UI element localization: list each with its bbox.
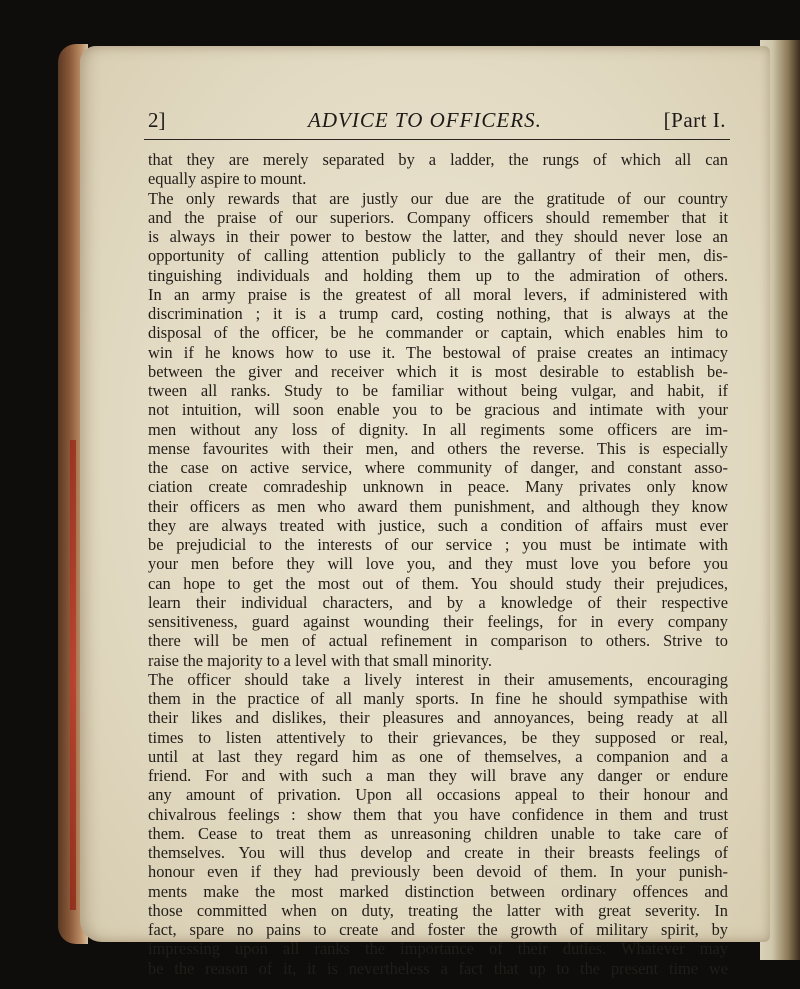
text-line: chivalrous feelings : show them that you have confidence in them and trust	[148, 804, 728, 824]
text-line: times to listen attentively to their grievances, be they supposed or real,	[148, 727, 728, 747]
text-line: discrimination ; it is a trump card, costing nothing, that is always at the	[148, 304, 728, 323]
text-line: can hope to get the most out of them. You should study their prejudices,	[148, 573, 728, 593]
part-label: [Part I.	[663, 108, 726, 132]
text-line: any amount of privation. Upon all occasions appeal to their honour and	[148, 785, 728, 805]
text-line: friend. For and with such a man they will brave any danger or endure	[148, 766, 728, 785]
text-line: their likes and dislikes, their pleasures and annoyances, being ready at all	[148, 708, 728, 728]
text-line: The officer should take a lively interest in their amusements, encouraging	[148, 669, 728, 689]
text-line: disposal of the officer, be he commander or captain, which enables him to	[148, 323, 728, 343]
text-line: mense favourites with their men, and others the reverse. This is especially	[148, 438, 728, 458]
binding-red-edge	[70, 440, 76, 910]
text-line: sensitiveness, guard against wounding their feelings, for in every company	[148, 612, 728, 631]
text-line: tinguishing individuals and holding them up to the admiration of others.	[148, 265, 728, 285]
running-title: ADVICE TO OFFICERS.	[308, 108, 542, 132]
text-line: win if he knows how to use it. The bestowal of praise creates an intimacy	[148, 342, 728, 362]
text-line: ments make the most marked distinction between ordinary offences and	[148, 881, 728, 901]
text-line: opportunity of calling attention publicly to the gallantry of their men, dis-	[148, 246, 728, 266]
text-line: In an army praise is the greatest of all moral levers, if administered with	[148, 284, 728, 304]
text-line: until at last they regard him as one of themselves, a companion and a	[148, 746, 728, 766]
text-line: equally aspire to mount.	[148, 169, 307, 189]
text-line: impressing upon all ranks the importance of their duties. Whatever may	[148, 939, 728, 959]
text-line: tween all ranks. Study to be familiar without being vulgar, and habit, if	[148, 381, 728, 400]
text-line: honour even if they had previously been devoid of them. In your punish-	[148, 862, 728, 882]
text-line: learn their individual characters, and by a knowledge of their respective	[148, 592, 728, 612]
text-line: is always in their power to bestow the latter, and they should never lose an	[148, 227, 728, 246]
text-line: fact, spare no pains to create and foster the growth of military spirit, by	[148, 920, 728, 939]
text-line: that they are merely separated by a ladder, the rungs of which all can	[148, 150, 728, 169]
text-line: be the reason of it, it is nevertheless a fact that up to the present time we	[148, 958, 728, 978]
text-line: between the giver and receiver which it is most desirable to establish be-	[148, 361, 728, 381]
page-header	[148, 108, 726, 136]
text-line: your men before they will love you, and they must love you before you	[148, 554, 728, 574]
header-rule	[144, 139, 730, 140]
text-line: themselves. You will thus develop and create in their breasts feelings of	[148, 843, 728, 862]
body-text	[148, 150, 728, 978]
text-line: men without any loss of dignity. In all regiments some officers are im-	[148, 419, 728, 439]
page-number: 2]	[148, 108, 166, 132]
text-line: their officers as men who award them punishment, and although they know	[148, 496, 728, 516]
text-line: not intuition, will soon enable you to be gracious and intimate with your	[148, 400, 728, 420]
text-line: ciation create comradeship unknown in peace. Many privates only know	[148, 477, 728, 497]
text-line: The only rewards that are justly our due are the gratitude of our country	[148, 188, 728, 208]
text-line: them in the practice of all manly sports. In fine he should sympathise with	[148, 689, 728, 708]
book-page	[80, 46, 770, 978]
text-line: they are always treated with justice, such a condition of affairs must ever	[148, 515, 728, 535]
text-line: the case on active service, where community of danger, and constant asso-	[148, 458, 728, 477]
text-line: those committed when on duty, treating the latter with great severity. In	[148, 900, 728, 920]
text-line: there will be men of actual refinement in comparison to others. Strive to	[148, 631, 728, 651]
text-line: and the praise of our superiors. Company officers should remember that it	[148, 207, 728, 227]
text-line: raise the majority to a level with that small minority.	[148, 650, 492, 670]
text-line: them. Cease to treat them as unreasoning children unable to take care of	[148, 823, 728, 843]
text-line: be prejudicial to the interests of our service ; you must be intimate with	[148, 535, 728, 554]
